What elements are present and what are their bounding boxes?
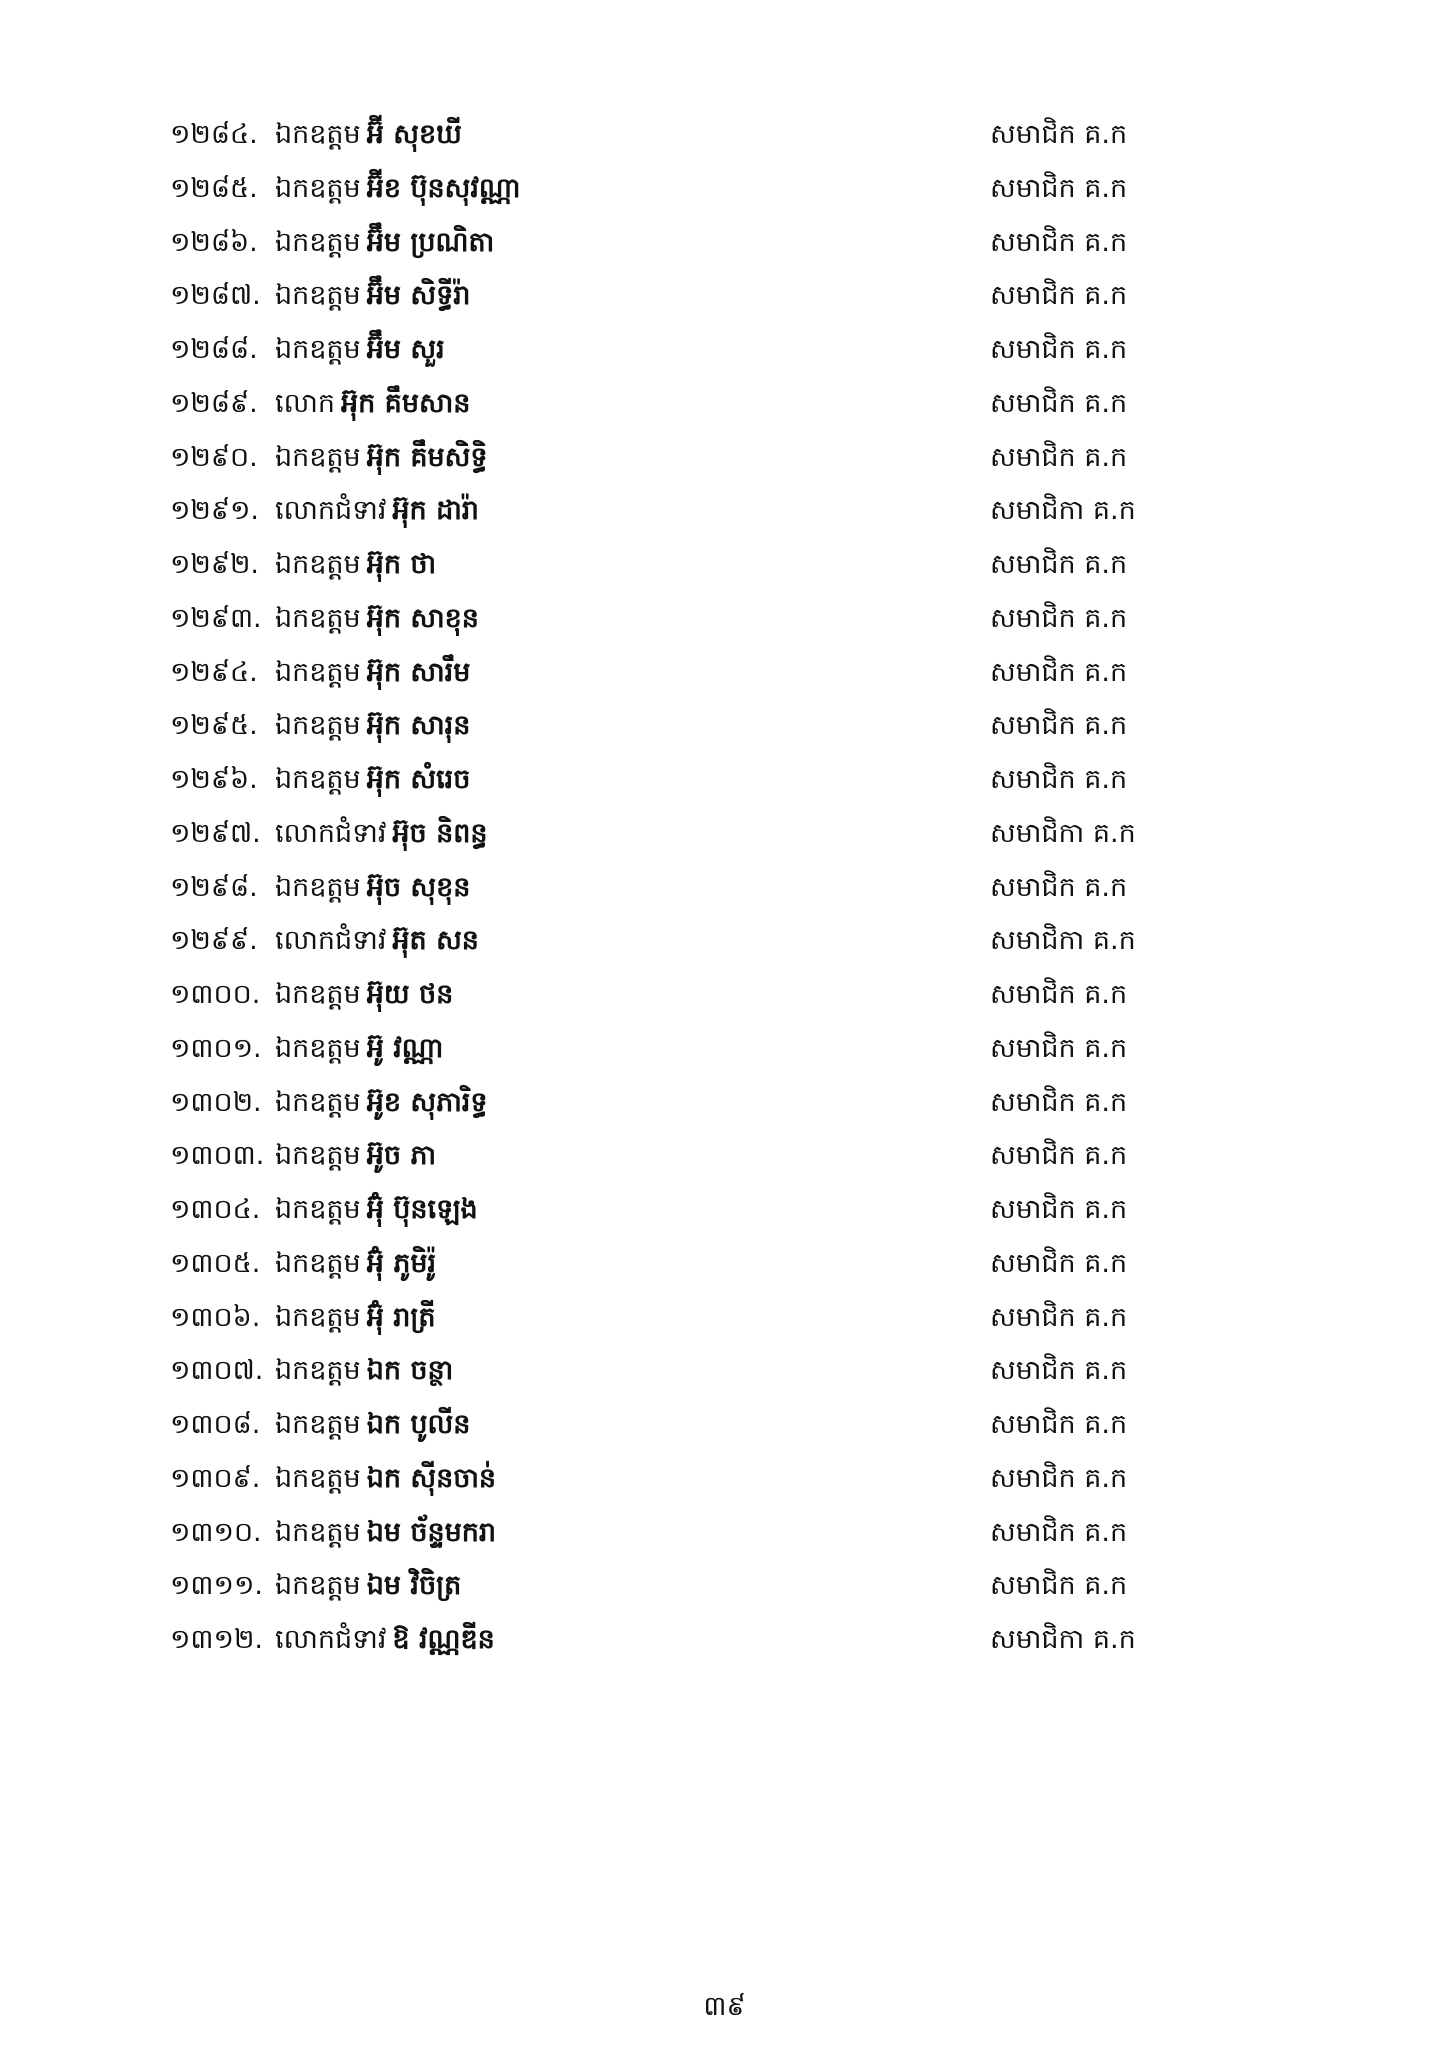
member-number: ១២៩៨.	[170, 871, 258, 903]
member-honorific: ឯកឧត្តម	[275, 656, 361, 688]
member-name: អ៊ុក សាខុន	[366, 602, 479, 634]
member-row	[170, 1344, 1170, 1398]
member-honorific: ឯកឧត្តម	[275, 1032, 361, 1064]
member-name: អ៊ឹម សួរ	[366, 334, 445, 365]
member-name: អ៊ុច និពន្ធ	[392, 817, 488, 849]
member-title-and-name	[275, 914, 479, 968]
member-number: ១៣០១.	[170, 1032, 262, 1064]
member-title-and-name	[275, 1506, 496, 1560]
member-title-and-name	[275, 1559, 461, 1613]
member-title-and-name	[275, 1022, 443, 1076]
member-role: សមាជិក គ.ក	[990, 387, 1128, 419]
member-title-and-name	[275, 1129, 436, 1183]
member-name: អ៊ុក ថា	[366, 549, 437, 580]
member-number: ១២៨៤.	[170, 119, 258, 150]
member-number: ១៣០៦.	[170, 1301, 261, 1333]
member-title-and-name	[275, 1398, 470, 1452]
member-row	[170, 753, 1170, 807]
member-role: សមាជិក គ.ក	[990, 1247, 1128, 1279]
member-row	[170, 1291, 1170, 1345]
member-name: ឱ វណ្ណឌីន	[392, 1624, 495, 1655]
member-title-and-name	[275, 108, 462, 162]
member-honorific: ឯកឧត្តម	[275, 979, 361, 1010]
member-number: ១៣១២.	[170, 1624, 263, 1655]
member-honorific: លោកជំទាវ	[275, 925, 387, 957]
member-row	[170, 807, 1170, 861]
member-number: ១២៩៥.	[170, 710, 258, 742]
member-honorific: ឯកឧត្តម	[275, 1570, 361, 1602]
member-number: ១៣០៤.	[170, 1194, 261, 1225]
member-row	[170, 1398, 1170, 1452]
member-honorific: ឯកឧត្តម	[275, 119, 361, 150]
member-number: ១៣០៣.	[170, 1140, 265, 1172]
member-number: ១៣០៩.	[170, 1462, 261, 1494]
member-row	[170, 968, 1170, 1022]
member-role: សមាជិក គ.ក	[990, 1301, 1128, 1333]
member-name: អ៊ី សុខឃី	[366, 119, 462, 150]
member-name: ឯក ចន្ថា	[366, 1355, 454, 1387]
member-name: អ៊ឹម សិទ្ធីរ៉ា	[366, 280, 471, 312]
member-row	[170, 1452, 1170, 1506]
member-number: ១២៩៤.	[170, 656, 258, 688]
member-number: ១២៩១.	[170, 495, 260, 527]
member-number: ១៣០៧.	[170, 1355, 264, 1387]
member-name: ឯម វិចិត្រ	[366, 1570, 462, 1602]
member-role: សមាជិក គ.ក	[990, 710, 1128, 742]
member-number: ១២៨៧.	[170, 280, 261, 312]
member-name: អ៊ុក សារុន	[366, 710, 471, 742]
member-role: សមាជិក គ.ក	[990, 1570, 1128, 1602]
member-number: ១៣០៥.	[170, 1247, 261, 1279]
member-title-and-name	[275, 592, 479, 646]
member-number: ១៣០២.	[170, 1086, 262, 1118]
member-role: សមាជិក គ.ក	[990, 979, 1128, 1010]
member-honorific: ឯកឧត្តម	[275, 1140, 361, 1172]
member-number: ១២៨៩.	[170, 387, 258, 419]
member-list	[170, 108, 1170, 1667]
member-name: អ៊ុក សារឹម	[366, 656, 471, 688]
member-row	[170, 861, 1170, 915]
member-number: ១២៩៧.	[170, 817, 261, 849]
page-number: ៣៩	[703, 1991, 746, 2022]
member-role: សមាជិក គ.ក	[990, 1409, 1128, 1440]
member-row	[170, 699, 1170, 753]
member-row	[170, 484, 1170, 538]
member-row	[170, 538, 1170, 592]
member-title-and-name	[275, 1613, 495, 1667]
member-number: ១២៨៥.	[170, 172, 258, 204]
member-role: សមាជិក គ.ក	[990, 656, 1128, 688]
member-honorific: ឯកឧត្តម	[275, 226, 361, 258]
member-row	[170, 1613, 1170, 1667]
member-row	[170, 592, 1170, 646]
member-role: សមាជិក គ.ក	[990, 1355, 1128, 1387]
member-name: អ៊ីខ ប៊ុនសុវណ្ណា	[366, 172, 521, 204]
member-role: សមាជិក គ.ក	[990, 1194, 1128, 1225]
member-role: សមាជិក គ.ក	[990, 1032, 1128, 1064]
member-row	[170, 269, 1170, 323]
member-name: អ៊ូខ សុភារិទ្ធ	[366, 1086, 488, 1118]
member-honorific: លោកជំទាវ	[275, 817, 387, 849]
member-title-and-name	[275, 1344, 453, 1398]
member-honorific: ឯកឧត្តម	[275, 172, 361, 204]
member-title-and-name	[275, 968, 453, 1022]
member-name: ឯម ច័ន្ទមករា	[366, 1516, 497, 1548]
member-row	[170, 914, 1170, 968]
member-row	[170, 377, 1170, 431]
member-row	[170, 646, 1170, 700]
member-number: ១២៩៩.	[170, 925, 258, 957]
member-number: ១២៩៦.	[170, 764, 258, 795]
member-name: អ៊ុំ ប៊ុនឡេង	[366, 1194, 478, 1225]
member-honorific: ឯកឧត្តម	[275, 1301, 361, 1333]
member-number: ១៣០០.	[170, 979, 261, 1010]
member-honorific: ឯកឧត្តម	[275, 764, 361, 795]
member-honorific: ឯកឧត្តម	[275, 1516, 361, 1548]
member-role: សមាជិក គ.ក	[990, 602, 1128, 634]
member-row	[170, 431, 1170, 485]
member-title-and-name	[275, 323, 445, 377]
member-row	[170, 108, 1170, 162]
member-honorific: ឯកឧត្តម	[275, 1194, 361, 1225]
member-name: ឯក បូលីន	[366, 1409, 471, 1440]
member-title-and-name	[275, 484, 479, 538]
member-name: អ៊ុច សុខុន	[366, 871, 471, 903]
member-name: អ៊ុយ ថន	[366, 979, 454, 1010]
member-title-and-name	[275, 538, 436, 592]
member-role: សមាជិក គ.ក	[990, 1140, 1128, 1172]
member-role: សមាជិក គ.ក	[990, 871, 1128, 903]
member-name: អ៊ុត សន	[392, 925, 479, 957]
member-title-and-name	[275, 216, 494, 270]
member-honorific: លោកជំទាវ	[275, 495, 387, 527]
member-role: សមាជិក គ.ក	[990, 1086, 1128, 1118]
member-role: សមាជិក គ.ក	[990, 549, 1128, 580]
member-honorific: ឯកឧត្តម	[275, 441, 361, 473]
member-honorific: ឯកឧត្តម	[275, 710, 361, 742]
member-title-and-name	[275, 377, 470, 431]
member-row	[170, 216, 1170, 270]
member-name: អ៊ូច ភា	[366, 1140, 437, 1172]
member-number: ១២៩០.	[170, 441, 258, 473]
member-honorific: ឯកឧត្តម	[275, 1462, 361, 1494]
member-role: សមាជិកា គ.ក	[990, 817, 1136, 849]
member-row	[170, 1022, 1170, 1076]
member-title-and-name	[275, 1452, 496, 1506]
member-role: សមាជិកា គ.ក	[990, 495, 1136, 527]
member-title-and-name	[275, 431, 488, 485]
member-row	[170, 1237, 1170, 1291]
member-title-and-name	[275, 1076, 488, 1130]
member-name: អ៊ុក គឹមសិទ្ធិ	[366, 441, 488, 473]
member-number: ១២៩៣.	[170, 602, 262, 634]
member-title-and-name	[275, 269, 470, 323]
member-title-and-name	[275, 699, 470, 753]
member-honorific: ឯកឧត្តម	[275, 871, 361, 903]
member-row	[170, 162, 1170, 216]
member-title-and-name	[275, 861, 470, 915]
member-honorific: ឯកឧត្តម	[275, 334, 361, 365]
member-role: សមាជិក គ.ក	[990, 441, 1128, 473]
member-row	[170, 1076, 1170, 1130]
member-role: សមាជិកា គ.ក	[990, 925, 1136, 957]
member-honorific: ឯកឧត្តម	[275, 1086, 361, 1118]
member-number: ១២៩២.	[170, 549, 260, 580]
member-row	[170, 323, 1170, 377]
member-role: សមាជិក គ.ក	[990, 119, 1128, 150]
member-name: អ៊ុំ រាត្រី	[366, 1301, 436, 1333]
member-number: ១៣១០.	[170, 1516, 262, 1548]
member-role: សមាជិក គ.ក	[990, 1516, 1128, 1548]
member-role: សមាជិក គ.ក	[990, 764, 1128, 795]
member-role: សមាជិក គ.ក	[990, 280, 1128, 312]
member-role: សមាជិក គ.ក	[990, 226, 1128, 258]
member-honorific: លោកជំទាវ	[275, 1624, 387, 1655]
member-role: សមាជិក គ.ក	[990, 172, 1128, 204]
member-title-and-name	[275, 753, 470, 807]
member-number: ១៣១១.	[170, 1570, 263, 1602]
member-honorific: ឯកឧត្តម	[275, 602, 361, 634]
member-role: សមាជិក គ.ក	[990, 1462, 1128, 1494]
member-honorific: ឯកឧត្តម	[275, 280, 361, 312]
member-honorific: លោក	[275, 387, 335, 419]
member-name: អ៊ូ វណ្ណា	[366, 1032, 444, 1064]
member-title-and-name	[275, 1183, 478, 1237]
member-name: អ៊ឹម ប្រណិតា	[366, 226, 495, 258]
member-number: ១២៨៦.	[170, 226, 258, 258]
member-role: សមាជិក គ.ក	[990, 334, 1128, 365]
member-honorific: ឯកឧត្តម	[275, 1409, 361, 1440]
member-honorific: ឯកឧត្តម	[275, 549, 361, 580]
member-number: ១៣០៨.	[170, 1409, 261, 1440]
member-row	[170, 1559, 1170, 1613]
member-row	[170, 1183, 1170, 1237]
member-title-and-name	[275, 1291, 436, 1345]
member-honorific: ឯកឧត្តម	[275, 1355, 361, 1387]
member-honorific: ឯកឧត្តម	[275, 1247, 361, 1279]
member-number: ១២៨៨.	[170, 334, 258, 365]
member-name: អ៊ុក ដារ៉ា	[392, 495, 479, 527]
member-title-and-name	[275, 807, 488, 861]
member-name: អ៊ុំ ភូមិរ៉ូ	[366, 1247, 437, 1279]
member-role: សមាជិកា គ.ក	[990, 1624, 1136, 1655]
member-title-and-name	[275, 1237, 436, 1291]
member-name: អ៊ុក សំរេច	[366, 764, 471, 795]
member-row	[170, 1506, 1170, 1560]
member-title-and-name	[275, 162, 520, 216]
member-title-and-name	[275, 646, 470, 700]
member-row	[170, 1129, 1170, 1183]
member-name: អ៊ុក គឹមសាន	[341, 387, 471, 419]
member-name: ឯក ស៊ីនចាន់	[366, 1462, 497, 1494]
